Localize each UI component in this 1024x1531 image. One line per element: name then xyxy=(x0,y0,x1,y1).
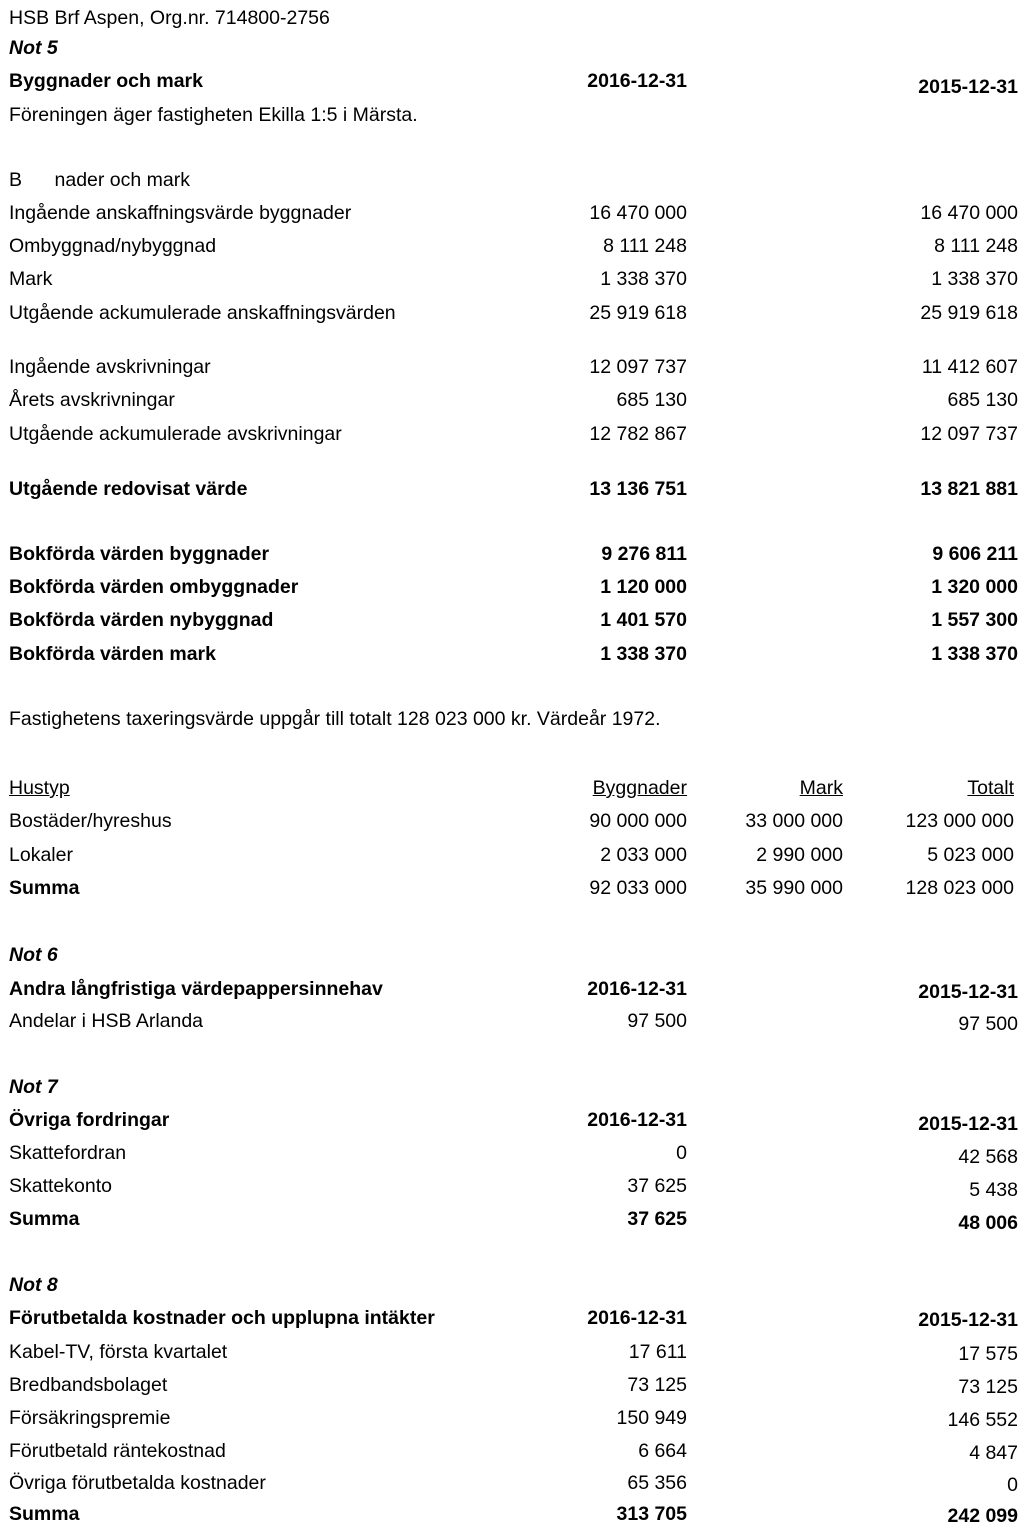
row-label: Försäkringspremie xyxy=(9,1407,171,1429)
table-row xyxy=(0,1436,1024,1466)
row-value-2015: 1 320 000 xyxy=(931,576,1018,598)
table-row xyxy=(0,1468,1024,1498)
row-value-2015: 5 438 xyxy=(969,1179,1018,1201)
row-label: Bokförda värden mark xyxy=(9,643,216,665)
row-value-2015: 42 568 xyxy=(958,1146,1018,1168)
cell-totalt: 123 000 000 xyxy=(905,810,1014,832)
row-label: Andelar i HSB Arlanda xyxy=(9,1010,204,1032)
row-value-2015: 0 xyxy=(1007,1474,1018,1496)
row-label: Bostäder/hyreshus xyxy=(9,810,172,832)
table-row xyxy=(0,385,1024,415)
note8-col2-header: 2015-12-31 xyxy=(918,1309,1018,1331)
row-value-2015: 1 557 300 xyxy=(931,609,1018,631)
row-value-2016: 9 276 811 xyxy=(601,543,687,565)
row-label: Summa xyxy=(9,1503,80,1525)
row-value-2015: 48 006 xyxy=(958,1212,1018,1234)
row-label: Kabel-TV, första kvartalet xyxy=(9,1341,228,1363)
row-label: Ombyggnad/nybyggnad xyxy=(9,235,217,257)
row-value-2015: 146 552 xyxy=(947,1409,1018,1431)
row-label: Lokaler xyxy=(9,844,73,866)
table-row-total xyxy=(0,873,1024,903)
table-row-total xyxy=(0,1204,1024,1234)
tax-header-mark: Mark xyxy=(799,777,843,799)
row-label: Utgående redovisat värde xyxy=(9,478,248,500)
note7-title-line xyxy=(0,1072,1024,1102)
note5-intro: Föreningen äger fastigheten Ekilla 1:5 i Märsta. xyxy=(9,104,418,126)
row-value-2015: 16 470 000 xyxy=(920,202,1018,224)
table-row xyxy=(0,264,1024,294)
taxering-line xyxy=(0,704,1024,734)
note6-col1-header: 2016-12-31 xyxy=(587,978,687,1000)
document-header: HSB Brf Aspen, Org.nr. 714800-2756 xyxy=(9,7,330,29)
row-label: Bredbandsbolaget xyxy=(9,1374,168,1396)
row-value-2016: 25 919 618 xyxy=(589,302,687,324)
row-value-2015: 9 606 211 xyxy=(932,543,1018,565)
note5-col2-header: 2015-12-31 xyxy=(918,76,1018,98)
row-value-2015: 12 097 737 xyxy=(920,423,1018,445)
row-value-2016: 73 125 xyxy=(627,1374,687,1396)
row-value-2016: 150 949 xyxy=(616,1407,687,1429)
row-label: Mark xyxy=(9,268,53,290)
row-value-2015: 17 575 xyxy=(958,1343,1018,1365)
row-value-2015: 13 821 881 xyxy=(920,478,1018,500)
row-value-2015: 685 130 xyxy=(947,389,1018,411)
note5-subheading-line xyxy=(0,165,1024,195)
row-value-2016: 12 782 867 xyxy=(589,423,687,445)
row-label: Skattefordran xyxy=(9,1142,127,1164)
note7-heading: Övriga fordringar xyxy=(9,1109,170,1131)
row-value-2016: 0 xyxy=(676,1142,687,1164)
row-value-2016: 65 356 xyxy=(627,1472,687,1494)
tax-header-totalt: Totalt xyxy=(967,777,1014,799)
table-row xyxy=(0,639,1024,669)
note8-title-line xyxy=(0,1270,1024,1300)
table-row xyxy=(0,605,1024,635)
row-label: Bokförda värden byggnader xyxy=(9,543,270,565)
note5-subheading: B nader och mark xyxy=(9,169,190,191)
row-value-2015: 8 111 248 xyxy=(934,235,1018,257)
cell-totalt: 128 023 000 xyxy=(905,877,1014,899)
row-label: Ingående avskrivningar xyxy=(9,356,211,378)
note6-title: Not 6 xyxy=(9,944,58,966)
row-label: Utgående ackumulerade avskrivningar xyxy=(9,423,342,445)
note7-col1-header: 2016-12-31 xyxy=(587,1109,687,1131)
table-row xyxy=(0,198,1024,228)
table-row xyxy=(0,572,1024,602)
table-row xyxy=(0,1138,1024,1168)
document-header-line xyxy=(0,3,1024,33)
row-value-2016: 1 401 570 xyxy=(600,609,687,631)
row-value-2015: 1 338 370 xyxy=(931,268,1018,290)
note8-heading-line xyxy=(0,1303,1024,1333)
row-value-2016: 16 470 000 xyxy=(589,202,687,224)
note8-title: Not 8 xyxy=(9,1274,58,1296)
row-label: Förutbetald räntekostnad xyxy=(9,1440,226,1462)
row-value-2015: 1 338 370 xyxy=(931,643,1018,665)
row-value-2016: 17 611 xyxy=(628,1341,687,1363)
table-row xyxy=(0,231,1024,261)
row-value-2015: 11 412 607 xyxy=(921,356,1018,378)
table-row xyxy=(0,1403,1024,1433)
note6-heading: Andra långfristiga värdepappersinnehav xyxy=(9,978,383,1000)
table-row xyxy=(0,1171,1024,1201)
row-label: Skattekonto xyxy=(9,1175,112,1197)
table-row xyxy=(0,1337,1024,1367)
row-value-2015: 4 847 xyxy=(969,1442,1018,1464)
note6-title-line xyxy=(0,940,1024,970)
table-row-total xyxy=(0,1499,1024,1529)
cell-mark: 33 000 000 xyxy=(745,810,843,832)
row-label: Ingående anskaffningsvärde byggnader xyxy=(9,202,352,224)
cell-byggnader: 90 000 000 xyxy=(589,810,687,832)
row-value-2015: 242 099 xyxy=(947,1505,1018,1527)
cell-byggnader: 2 033 000 xyxy=(600,844,687,866)
taxering-text: Fastighetens taxeringsvärde uppgår till totalt 128 023 000 kr. Värdeår 1972. xyxy=(9,708,661,730)
note5-intro-line xyxy=(0,100,1024,130)
note6-col2-header: 2015-12-31 xyxy=(918,981,1018,1003)
table-row xyxy=(0,419,1024,449)
row-value-2016: 685 130 xyxy=(616,389,687,411)
row-value-2016: 1 338 370 xyxy=(600,643,687,665)
row-value-2016: 313 705 xyxy=(616,1503,687,1525)
cell-mark: 35 990 000 xyxy=(745,877,843,899)
note5-heading-line xyxy=(0,66,1024,96)
note7-title: Not 7 xyxy=(9,1076,58,1098)
note8-heading: Förutbetalda kostnader och upplupna intäkter xyxy=(9,1307,435,1329)
row-value-2016: 13 136 751 xyxy=(589,478,687,500)
table-row xyxy=(0,840,1024,870)
row-value-2016: 8 111 248 xyxy=(603,235,687,257)
cell-totalt: 5 023 000 xyxy=(927,844,1014,866)
row-label: Summa xyxy=(9,877,80,899)
note5-title-line xyxy=(0,33,1024,63)
row-value-2016: 37 625 xyxy=(627,1175,687,1197)
row-value-2015: 25 919 618 xyxy=(920,302,1018,324)
tax-header-hustyp: Hustyp xyxy=(9,777,70,799)
table-row xyxy=(0,1006,1024,1036)
note5-col1-header: 2016-12-31 xyxy=(587,70,687,92)
row-value-2016: 1 338 370 xyxy=(600,268,687,290)
row-value-2016: 97 500 xyxy=(627,1010,687,1032)
note6-heading-line xyxy=(0,974,1024,1004)
note7-heading-line xyxy=(0,1105,1024,1135)
table-row xyxy=(0,1370,1024,1400)
note7-col2-header: 2015-12-31 xyxy=(918,1113,1018,1135)
row-value-2015: 73 125 xyxy=(958,1376,1018,1398)
row-label: Övriga förutbetalda kostnader xyxy=(9,1472,266,1494)
note5-heading: Byggnader och mark xyxy=(9,70,203,92)
table-row xyxy=(0,539,1024,569)
cell-byggnader: 92 033 000 xyxy=(589,877,687,899)
table-row xyxy=(0,806,1024,836)
note5-title: Not 5 xyxy=(9,37,58,59)
row-value-2015: 97 500 xyxy=(958,1013,1018,1035)
note8-col1-header: 2016-12-31 xyxy=(587,1307,687,1329)
row-value-2016: 6 664 xyxy=(638,1440,687,1462)
row-label: Årets avskrivningar xyxy=(9,389,175,411)
table-row-total xyxy=(0,474,1024,504)
tax-table-header xyxy=(0,773,1024,803)
row-value-2016: 1 120 000 xyxy=(600,576,687,598)
row-label: Bokförda värden nybyggnad xyxy=(9,609,274,631)
row-value-2016: 37 625 xyxy=(627,1208,687,1230)
table-row xyxy=(0,298,1024,328)
row-label: Summa xyxy=(9,1208,80,1230)
row-value-2016: 12 097 737 xyxy=(589,356,687,378)
row-label: Bokförda värden ombyggnader xyxy=(9,576,299,598)
cell-mark: 2 990 000 xyxy=(756,844,843,866)
tax-header-byggnader: Byggnader xyxy=(592,777,687,799)
row-label: Utgående ackumulerade anskaffningsvärden xyxy=(9,302,396,324)
table-row xyxy=(0,352,1024,382)
